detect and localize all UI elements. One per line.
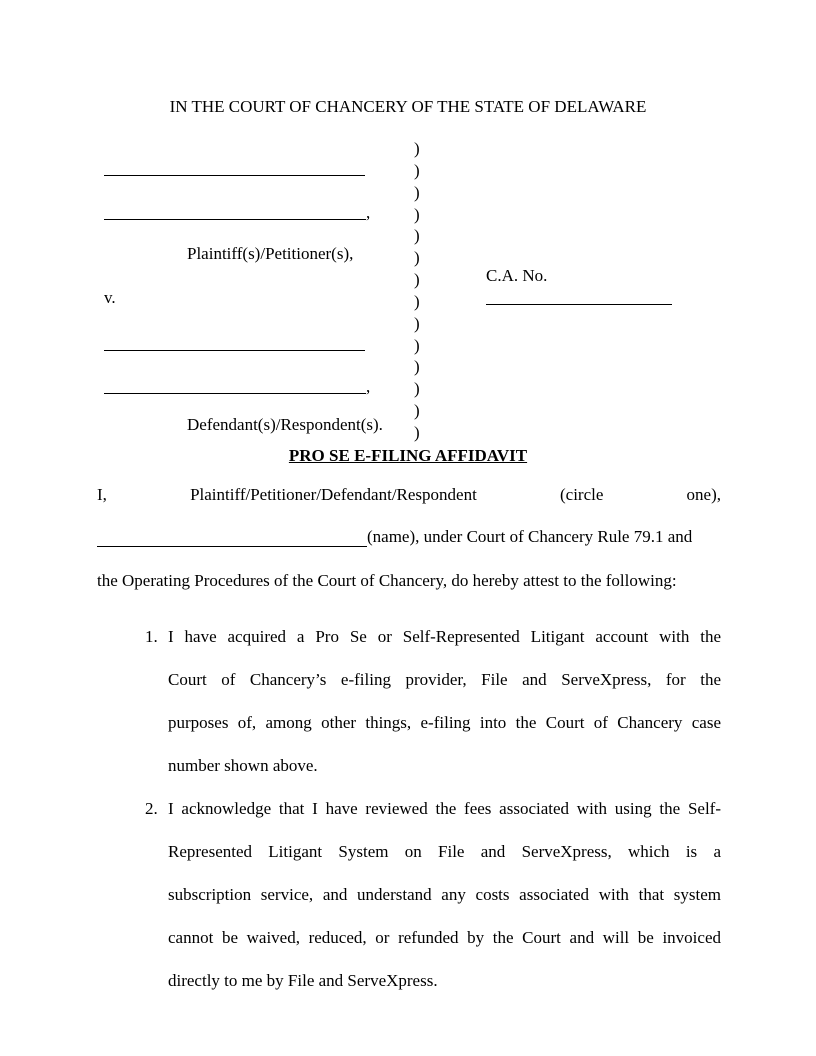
caption-paren: ) — [414, 139, 420, 158]
caption-paren: ) — [414, 401, 420, 421]
plaintiff-name-line-2[interactable] — [104, 219, 366, 220]
caption-paren: ) — [414, 357, 420, 377]
caption-paren: ) — [414, 226, 420, 246]
caption-paren: ) — [414, 160, 420, 180]
case-number-line[interactable] — [486, 304, 672, 305]
affiant-name-line[interactable] — [97, 546, 367, 547]
case-number-label: C.A. No. — [486, 266, 548, 285]
caption-paren: ) — [414, 291, 420, 311]
item-1-line: I have acquired a Pro Se or Self-Represented Litigant account with the — [168, 627, 721, 646]
caption-paren: ) — [414, 335, 420, 355]
plaintiff-role-label: Plaintiff(s)/Petitioner(s), — [187, 244, 354, 263]
defendant-role-label: Defendant(s)/Respondent(s). — [187, 415, 383, 434]
item-2-line: subscription service, and understand any costs associated with that system — [168, 885, 721, 904]
court-title: IN THE COURT OF CHANCERY OF THE STATE OF DELAWARE — [169, 97, 647, 116]
caption-paren: ) — [414, 270, 420, 290]
item-1-line: purposes of, among other things, e-filing into the Court of Chancery case — [168, 713, 721, 732]
caption-divider — [414, 138, 424, 444]
caption-paren: ) — [414, 204, 420, 224]
intro-word: I, — [97, 485, 107, 504]
plaintiff-comma: , — [366, 203, 371, 222]
caption-paren: ) — [414, 422, 420, 442]
intro-word: Plaintiff/Petitioner/Defendant/Respondent — [190, 485, 477, 504]
defendant-name-line-1[interactable] — [104, 350, 365, 351]
item-2-line: directly to me by File and ServeXpress. — [168, 971, 438, 990]
intro-line-1 — [97, 485, 721, 505]
plaintiff-name-line-1[interactable] — [104, 175, 365, 176]
versus-label: v. — [104, 288, 116, 307]
item-2-number: 2. — [145, 799, 158, 818]
intro-word: one), — [686, 485, 722, 504]
item-1-line: number shown above. — [168, 756, 318, 775]
affidavit-title: PRO SE E-FILING AFFIDAVIT — [288, 446, 528, 465]
item-2-line: cannot be waived, reduced, or refunded by the Court and will be invoiced — [168, 928, 721, 947]
intro-line-2: (name), under Court of Chancery Rule 79.1 and — [367, 527, 693, 546]
caption-paren: ) — [414, 313, 420, 333]
intro-line-3: the Operating Procedures of the Court of Chancery, do hereby attest to the following: — [97, 571, 677, 590]
caption-paren: ) — [414, 379, 420, 399]
caption-paren: ) — [414, 182, 420, 202]
caption-paren: ) — [414, 248, 420, 268]
item-1-line: Court of Chancery’s e-filing provider, File and ServeXpress, for the — [168, 670, 721, 689]
item-2-line: Represented Litigant System on File and ServeXpress, which is a — [168, 842, 721, 861]
intro-word: (circle — [559, 485, 604, 504]
defendant-name-line-2[interactable] — [104, 393, 366, 394]
item-2-line: I acknowledge that I have reviewed the fees associated with using the Self- — [168, 799, 721, 818]
defendant-comma: , — [366, 377, 371, 396]
item-1-number: 1. — [145, 627, 158, 646]
